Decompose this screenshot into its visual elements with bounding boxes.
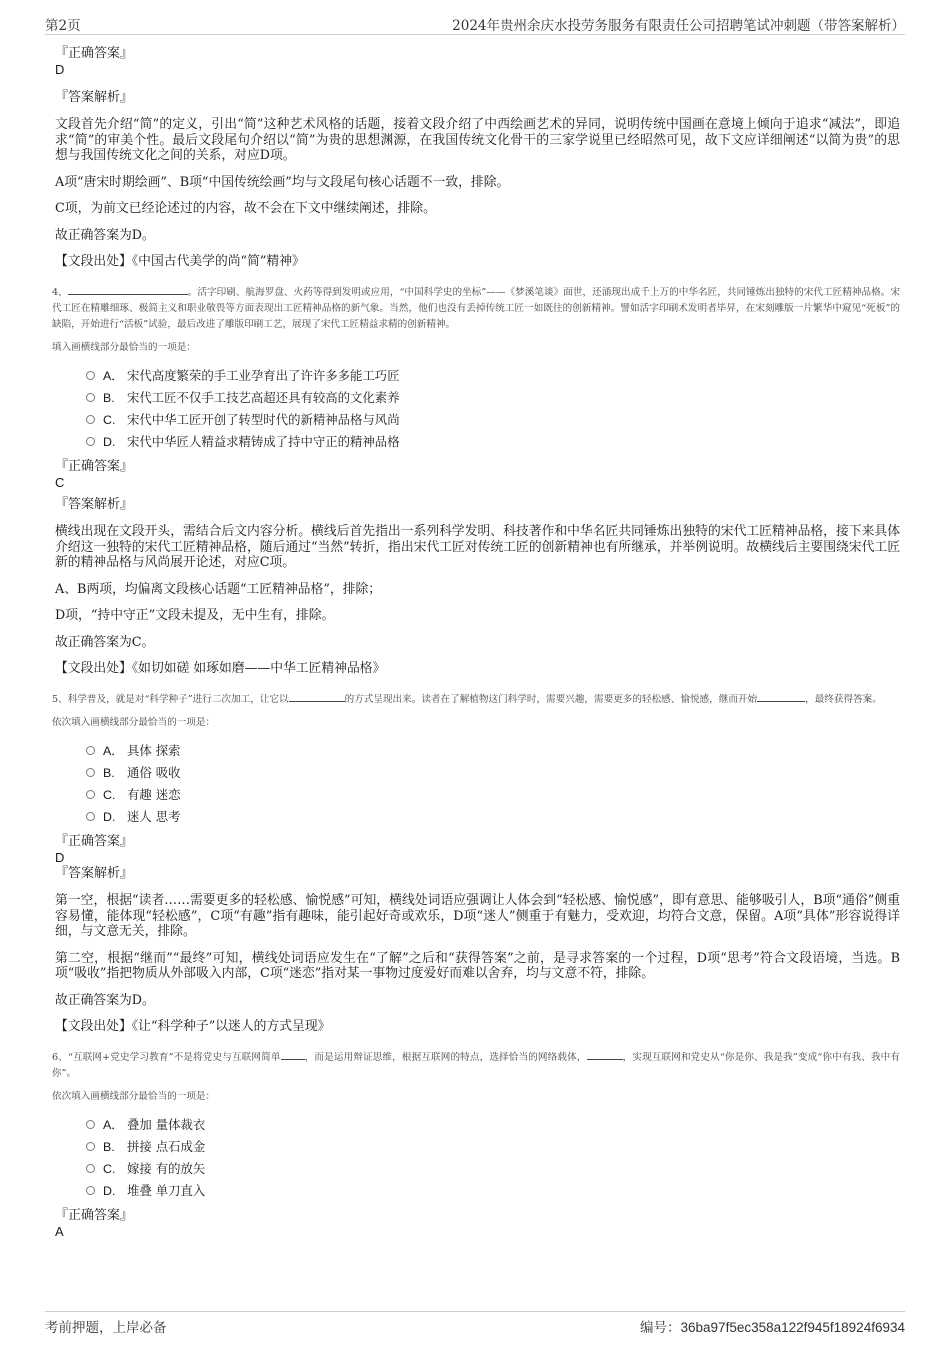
question-prompt: 填入画横线部分最恰当的一项是： <box>52 342 196 353</box>
option-letter: D. <box>103 1184 116 1198</box>
option-text: 宋代中华工匠开创了转型时代的新精神品格与风尚 <box>127 412 400 427</box>
question-stem <box>52 284 900 333</box>
document-title: 2024年贵州余庆水投劳务服务有限责任公司招聘笔试冲刺题（带答案解析） <box>452 18 905 34</box>
correct-answer-label: 『正确答案』 <box>55 834 134 849</box>
analysis-label: 『答案解析』 <box>55 497 134 512</box>
option-letter: A． <box>103 744 124 758</box>
option-letter: B. <box>103 1140 115 1154</box>
question-4 <box>52 284 900 677</box>
question-5 <box>52 691 900 1035</box>
option-c[interactable] <box>55 784 900 806</box>
analysis-paragraph: 文段首先介绍“简”的定义，引出“简”这种艺术风格的话题，接着文段介绍了中西绘画艺术的异同，说明传统中国画在意境上倾向于追求“减法”，即追求“简”的审美个性。最后文段尾句介绍以“简”为贵的思想渊源，在我国传统文化骨干的三家学说里已经昭然可见，故下文应详细阐述“以简为贵”的思想与我国传统文化之间的关系，对应D项。 <box>55 117 900 163</box>
options-list <box>55 740 900 828</box>
radio-circle-icon[interactable] <box>86 1120 95 1129</box>
question-stem <box>52 1049 900 1082</box>
option-text: 嫁接 有的放矢 <box>127 1161 206 1176</box>
source-citation: 【文段出处】《如切如磋 如琢如磨——中华工匠精神品格》 <box>55 661 386 676</box>
correct-answer-label: 『正确答案』 <box>55 1208 134 1223</box>
option-text: 通俗 吸收 <box>127 765 181 780</box>
page-footer <box>45 1311 905 1336</box>
analysis-paragraph: D项，“持中守正”文段未提及，无中生有，排除。 <box>55 608 335 623</box>
radio-circle-icon[interactable] <box>86 1164 95 1173</box>
analysis-paragraph: A、B两项，均偏离文段核心话题“工匠精神品格”，排除； <box>55 581 382 597</box>
options-list <box>55 1114 900 1202</box>
question-stem-text: 。活字印刷、航海罗盘、火药等得到发明或应用，“中国科学史的坐标”——《梦溪笔谈》面世，还涌现出成千上万的中华名匠，共同锤炼出独特的宋代工匠精神品格。宋代工匠在精雕细琢、极简主义和职业敬畏等方面表现出工匠精神品格的新气象。当然，他们也没有丢掉传统工匠一如既往的创新精神。譬如活字印刷术发明者毕昇，在宋刻雕版一片繁华中窥见“死板”的缺陷，开始进行“活板”试验，最后改进了雕版印刷工艺，展现了宋代工匠精益求精的创新精神。 <box>52 287 900 330</box>
analysis-paragraph: 故正确答案为D。 <box>55 227 155 243</box>
option-d[interactable] <box>55 806 900 828</box>
question-number: 5、 <box>52 694 68 705</box>
correct-answer-value: A <box>55 1224 64 1239</box>
source-citation: 【文段出处】《让“科学种子”以迷人的方式呈现》 <box>55 1019 331 1034</box>
page-number: 第2页 <box>45 18 81 34</box>
radio-circle-icon[interactable] <box>86 768 95 777</box>
option-text: 具体 探索 <box>127 743 181 758</box>
radio-circle-icon[interactable] <box>86 437 95 446</box>
question-stem-text: 的方式呈现出来。读者在了解植物这门科学时，需要兴趣，需要更多的轻松感、愉悦感，继而开始 <box>344 694 758 705</box>
option-c[interactable] <box>55 1158 900 1180</box>
option-a[interactable] <box>55 1114 900 1136</box>
correct-answer-value: D <box>55 62 65 77</box>
option-letter: A． <box>103 369 124 383</box>
option-d[interactable] <box>55 431 900 453</box>
question-prompt: 依次填入画横线部分最恰当的一项是： <box>52 1091 216 1102</box>
fill-blank <box>68 284 188 295</box>
option-text: 堆叠 单刀直入 <box>127 1183 206 1198</box>
option-b[interactable] <box>55 1136 900 1158</box>
option-letter: B. <box>103 391 115 405</box>
option-b[interactable] <box>55 762 900 784</box>
option-a[interactable] <box>55 365 900 387</box>
question-stem-text: ，实现互联网和党史从“你是你、我是我”变成“你中有我、我中有你”。 <box>52 1052 900 1079</box>
option-text: 叠加 量体裁衣 <box>127 1117 206 1132</box>
fill-blank <box>587 1049 623 1060</box>
question-stem-text: ，最终获得答案。 <box>805 694 882 705</box>
radio-circle-icon[interactable] <box>86 1142 95 1151</box>
fill-blank <box>281 1049 305 1060</box>
analysis-paragraph: 第二空，根据“继而”“最终”可知，横线处词语应发生在“了解”之后和“获得答案”之前，是寻求答案的一个过程，D项“思考”符合文段语境，当选。B项“吸收”指把物质从外部吸入内部，C项“迷恋”指对某一事物过度爱好而难以舍弃，均与文意不符，排除。 <box>55 950 900 981</box>
correct-answer-value: D <box>55 850 65 865</box>
option-letter: C. <box>103 788 116 802</box>
option-a[interactable] <box>55 740 900 762</box>
option-letter: D. <box>103 435 116 449</box>
option-text: 宋代中华匠人精益求精铸成了持中守正的精神品格 <box>127 434 400 449</box>
analysis-paragraph: 故正确答案为C。 <box>55 634 155 650</box>
analysis-paragraph: A项“唐宋时期绘画”、B项“中国传统绘画”均与文段尾句核心话题不一致，排除。 <box>55 174 510 190</box>
fill-blank <box>289 691 345 702</box>
radio-circle-icon[interactable] <box>86 371 95 380</box>
options-list <box>55 365 900 453</box>
correct-answer-label: 『正确答案』 <box>55 459 134 474</box>
option-letter: C. <box>103 413 116 427</box>
analysis-label: 『答案解析』 <box>55 90 134 105</box>
option-letter: A． <box>103 1118 124 1132</box>
question-3 <box>55 46 900 270</box>
option-text: 宋代工匠不仅手工技艺高超还具有较高的文化素养 <box>127 390 400 405</box>
radio-circle-icon[interactable] <box>86 1186 95 1195</box>
question-6 <box>52 1049 900 1240</box>
question-number: 6、 <box>52 1052 68 1063</box>
option-d[interactable] <box>55 1180 900 1202</box>
question-stem-text: “互联网+党史学习教育”不是将党史与互联网简单 <box>67 1052 281 1063</box>
option-letter: D. <box>103 810 116 824</box>
radio-circle-icon[interactable] <box>86 393 95 402</box>
analysis-paragraph: 横线出现在文段开头，需结合后文内容分析。横线后首先指出一系列科学发明、科技著作和中华名匠共同锤炼出独特的宋代工匠精神品格，接下来具体介绍这一独特的宋代工匠精神品格，随后通过“当然”转折，指出宋代工匠对传统工匠的创新精神也有所继承，并举例说明。故横线后主要围绕宋代工匠新的精神品格与风尚展开论述，对应C项。 <box>55 524 900 570</box>
question-stem <box>52 691 900 708</box>
option-letter: C. <box>103 1162 116 1176</box>
question-prompt: 依次填入画横线部分最恰当的一项是： <box>52 717 216 728</box>
option-text: 宋代高度繁荣的手工业孕育出了许许多多能工巧匠 <box>127 368 400 383</box>
analysis-paragraph: 第一空，根据“读者……需要更多的轻松感、愉悦感”可知，横线处词语应强调让人体会到“轻松感、愉悦感”，即有意思、能够吸引人，B项“通俗”侧重容易懂，能体现“轻松感”，C项“有趣”指有趣味，能引起好奇或欢乐，D项“迷人”侧重于有魅力，受欢迎，均符合文意，保留。A项“具体”形容说得详细，与文意无关，排除。 <box>55 893 900 939</box>
question-number: 4、 <box>52 287 68 298</box>
option-text: 迷人 思考 <box>127 809 181 824</box>
option-text: 有趣 迷恋 <box>127 787 181 802</box>
document-serial: 编号：36ba97f5ec358a122f945f18924f6934 <box>640 1320 905 1335</box>
source-citation: 【文段出处】《中国古代美学的尚“简”精神》 <box>55 254 305 269</box>
radio-circle-icon[interactable] <box>86 812 95 821</box>
correct-answer-value: C <box>55 475 65 490</box>
analysis-paragraph: C项，为前文已经论述过的内容，故不会在下文中继续阐述，排除。 <box>55 201 436 216</box>
page-content <box>52 46 900 1240</box>
correct-answer-label: 『正确答案』 <box>55 46 134 61</box>
radio-circle-icon[interactable] <box>86 790 95 799</box>
radio-circle-icon[interactable] <box>86 415 95 424</box>
fill-blank <box>757 691 805 702</box>
footer-slogan: 考前押题，上岸必备 <box>45 1320 167 1336</box>
option-letter: B. <box>103 766 115 780</box>
option-b[interactable] <box>55 387 900 409</box>
page-header <box>45 14 905 35</box>
analysis-label: 『答案解析』 <box>55 866 134 881</box>
analysis-paragraph: 故正确答案为D。 <box>55 992 155 1008</box>
question-stem-text: 科学普及，就是对“科学种子”进行二次加工，让它以 <box>67 694 289 705</box>
option-text: 拼接 点石成金 <box>127 1139 206 1154</box>
radio-circle-icon[interactable] <box>86 746 95 755</box>
question-stem-text: ，而是运用辩证思维，根据互联网的特点，选择恰当的网络载体， <box>304 1052 587 1063</box>
option-c[interactable] <box>55 409 900 431</box>
